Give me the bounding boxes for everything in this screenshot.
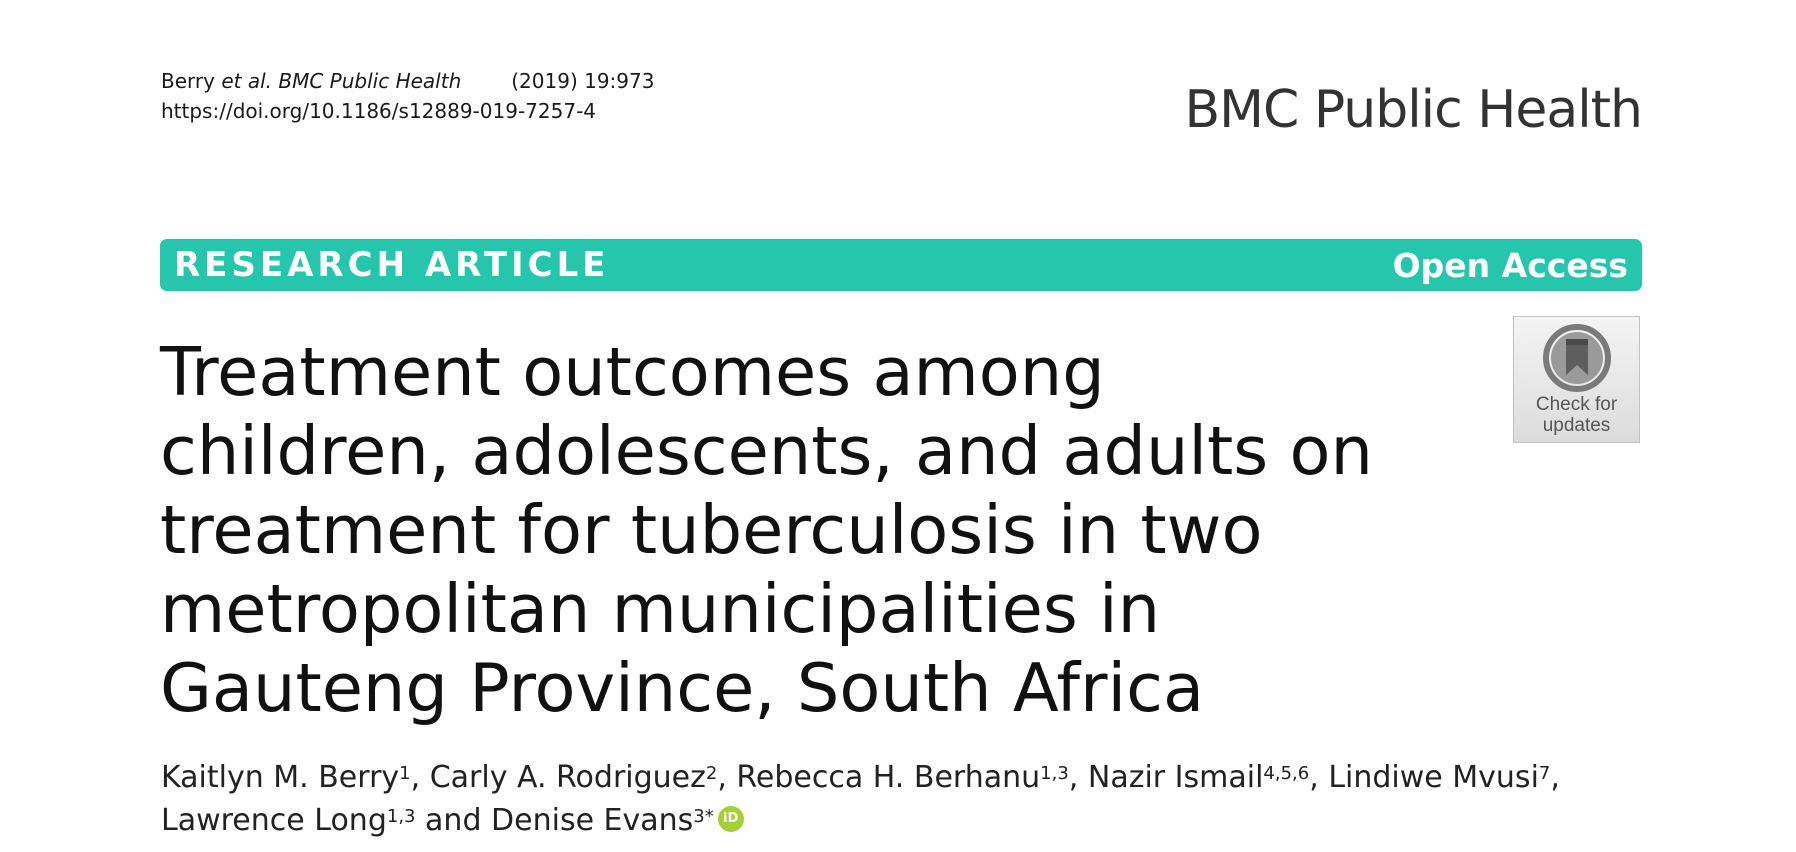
author-separator: and xyxy=(415,803,492,838)
author-name[interactable]: Carly A. Rodriguez xyxy=(429,760,706,795)
citation-line xyxy=(161,66,654,96)
author-affiliation: 2 xyxy=(705,763,718,784)
author-name[interactable]: Denise Evans xyxy=(491,803,694,838)
citation-etal: et al. xyxy=(221,69,273,93)
article-type-label: RESEARCH ARTICLE xyxy=(174,245,610,285)
author-affiliation: 3* xyxy=(693,806,714,827)
article-title: Treatment outcomes among children, adolescents, and adults on treatment for tuberculosis in two metropolitan municipalities in Gauteng Province, South Africa xyxy=(160,333,1373,727)
author-separator: , xyxy=(1309,760,1329,795)
badge-line-2: updates xyxy=(1542,415,1611,436)
check-for-updates-badge[interactable] xyxy=(1513,316,1640,443)
author-affiliation: 7 xyxy=(1538,763,1551,784)
author-affiliation: 4,5,6 xyxy=(1263,763,1310,784)
author-affiliation: 1,3 xyxy=(386,806,416,827)
badge-line-1: Check for xyxy=(1535,394,1618,415)
author-name[interactable]: Kaitlyn M. Berry xyxy=(161,760,400,795)
author-separator: , xyxy=(1550,760,1560,795)
open-access-label: Open Access xyxy=(1392,245,1628,285)
citation-issue: (2019) 19:973 xyxy=(511,69,655,93)
orcid-icon[interactable]: iD xyxy=(718,806,744,832)
author-affiliation: 1,3 xyxy=(1040,763,1069,784)
author-separator: , xyxy=(717,760,737,795)
author-name[interactable]: Lindiwe Mvusi xyxy=(1328,760,1539,795)
article-type-banner xyxy=(160,239,1642,291)
author-list xyxy=(161,756,1561,842)
author-name[interactable]: Rebecca H. Berhanu xyxy=(736,760,1041,795)
bookmark-icon xyxy=(1542,323,1612,393)
doi-link[interactable]: https://doi.org/10.1186/s12889-019-7257-4 xyxy=(161,99,597,123)
author-name[interactable]: Nazir Ismail xyxy=(1087,760,1264,795)
journal-logo: BMC Public Health xyxy=(1184,80,1642,140)
author-separator: , xyxy=(410,760,430,795)
author-name[interactable]: Lawrence Long xyxy=(161,803,387,838)
citation-journal: BMC Public Health xyxy=(278,69,462,93)
author-separator: , xyxy=(1068,760,1088,795)
citation-block xyxy=(161,66,654,126)
author-affiliation: 1 xyxy=(399,763,411,784)
citation-author: Berry xyxy=(161,69,215,93)
